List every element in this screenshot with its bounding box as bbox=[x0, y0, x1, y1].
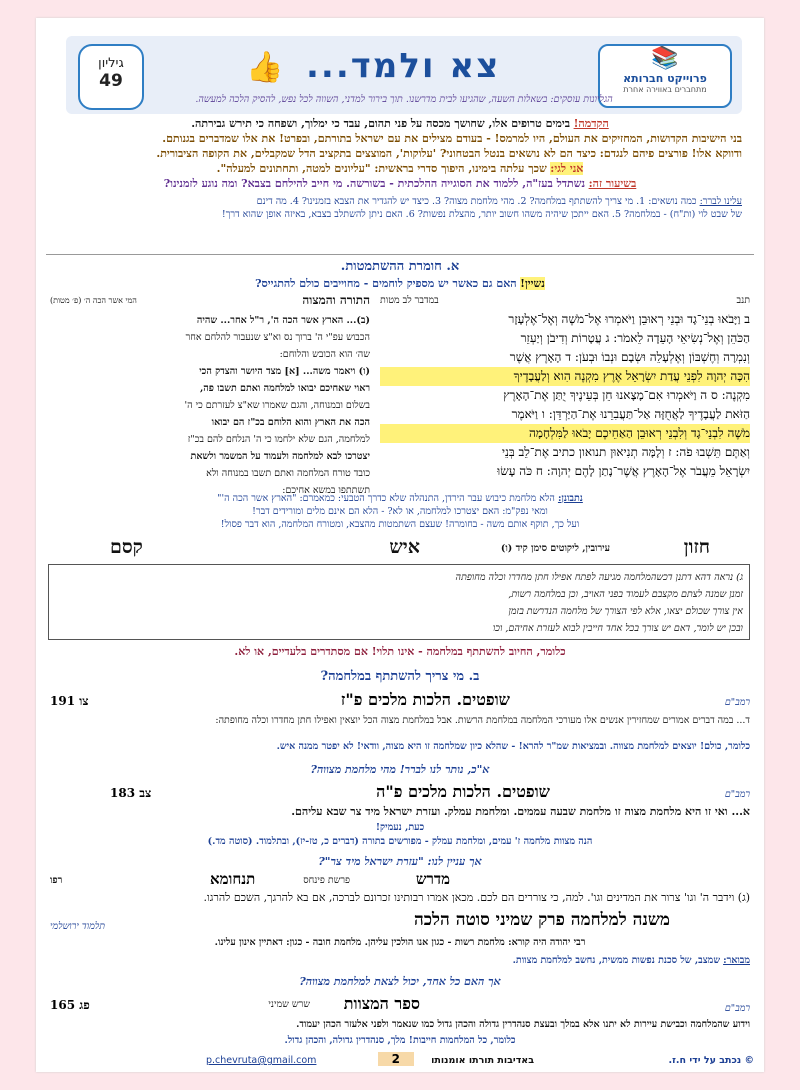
chazon-line: ובכן יש לומר, דאם יש צורך בכל אחד חייבין לבוא לעזרת אחיהם, וכו bbox=[492, 623, 743, 634]
rambam1-conclusion: כלומר, כולם! יוצאים למלחמת מצווה. ובמציאות שמ"ר להרא! - שהלא כיון שמלחמה זו היא מצוה, וודאי! לא יפטר ממנה איש. bbox=[276, 741, 750, 752]
bible-line: וְנִמְרָה וְחֶשְׁבּוֹן וְאֶלְעָלֵה וּשְׂבָם וּנְבוֹ וּבְעֹן: ד הָאָרֶץ אֲשֶׁר bbox=[509, 350, 750, 364]
sefer-conclusion: כלומר, כל המלחמות חייבות! מלך, סנהדרין גדולה, והכהן גדול. bbox=[284, 1035, 516, 1046]
chazon-title-right: חזון bbox=[683, 536, 710, 558]
bible-line: הַזֹּאת לַעֲבָדֶיךָ לַאֲחֻזָּה אַל־תַּעֲבִרֵנוּ אֶת־הַיַּרְדֵּן: ו וַיֹּאמֶר bbox=[511, 407, 750, 421]
topics-line1: כמה נושאים: 1. מי צריך להשתתף במלחמה? 2. מהי מלחמת מצוה? 3. כיצד יש להגדיר את הצבא בזמנינו? 4. מה דינם bbox=[256, 196, 697, 207]
commentary-line: למלחמה, הגם שלא ילחמו כי ה' הנלחם להם בכ"ז bbox=[187, 434, 370, 445]
footer-email[interactable]: p.chevruta@gmail.com bbox=[206, 1055, 317, 1066]
section-a-heading: א. חומרת ההשתמטות. bbox=[340, 259, 460, 274]
bible-header: תנב במדבר לב מטות bbox=[380, 295, 750, 306]
page bbox=[36, 18, 764, 1072]
chazon-source: עירובין, ליקוטים סימן קיד (ו) bbox=[500, 543, 610, 554]
issue-number: 49 bbox=[99, 71, 123, 91]
chazon-line: ג) נראה דהא דתנן דכשהמלחמה מגיעה לפתח אפילו חתן מחדרו וכלה מחופתה bbox=[455, 572, 743, 583]
bible-line: הִכָּה יְהוָה לִפְנֵי עֲדַת יִשְׂרָאֵל אֶרֶץ מִקְנֶה הִוא וְלַעֲבָדֶיךָ bbox=[380, 367, 750, 386]
note-ezrat-israel: אך עניין לנו: "עזרת ישראל מיד צר"? bbox=[318, 855, 482, 868]
lesson-text: נשתדל בעז"ה, ללמוד את הסוגייה ההלכתית - בשורשה. מי חייב להילחם בצבא? ומה נוגע לזמנינו? bbox=[163, 177, 586, 190]
commentary-line: שה׳ הוא הכובש והלוחם: bbox=[279, 349, 370, 360]
page-number: 2 bbox=[378, 1052, 414, 1066]
commentary-line: הכבוש עפ"י ה' ברוך נס וא"צ שנעבור להלחם אחר bbox=[185, 332, 370, 343]
page-title: צא ולמד... bbox=[306, 46, 501, 86]
divider bbox=[46, 254, 754, 255]
rambam2-text: א... ואי זו היא מלחמת מצוה זו מלחמת שבעה עממים. ומלחמת עמלק. ועזרת ישראל מיד צר שבא עליהם. bbox=[291, 805, 750, 818]
commentary-header: התורה והמצוה המי אשר הכה ה׳ (פ׳ מטות) bbox=[50, 293, 370, 307]
chazon-line: זמנן שמנה לצתם מקצבם לעמוד בפני האויב, וכן במלחמה רשות, bbox=[508, 589, 743, 600]
thumbs-up-icon: 👍 bbox=[246, 50, 284, 85]
rambam2-mid: כעת, נעמיק! bbox=[375, 822, 425, 833]
intro-block bbox=[58, 116, 742, 221]
commentary-line: בשלום ובמנוחה, והגם שאמרו שא"צ לעזרתם כי ה' bbox=[184, 400, 370, 411]
footer bbox=[46, 1052, 754, 1070]
chazon-title-mid: איש bbox=[389, 536, 420, 558]
section-a-question: נשיין! האם גם כאשר יש מספיק לוחמים - מחוייבים כולם להתגייס? bbox=[255, 277, 545, 290]
note-what-is-mitzva-war: א"כ, נותר לנו לברר! מהי מלחמת מצווה? bbox=[310, 763, 490, 776]
commentary-line: ראוי שאחיכם יבואו למלחמה ואתם תשבו פה, bbox=[199, 383, 370, 394]
topics-label: עלינו לברר: bbox=[699, 196, 742, 207]
bible-line: וְאַתֶּם תֵּשְׁבוּ פֹה: ז וְלָמָּה תְנִיאוּן תנואון כתיב אֶת־לֵב בְּנֵי bbox=[501, 445, 750, 459]
intro-line1: בימים טרופים אלו, שחושך מכסה על פני תהום, עבד כי ימלוך, ושפחה כי תירש גבירתה. bbox=[191, 117, 571, 130]
intro-line2: בני הישיבות הקדושות, המחזיקים את העולם, היו למרמס! - בעודם מצילים את עם ישראל בתורתם, ובפרט! את אלו שמדברים בגנותם. bbox=[162, 132, 742, 145]
commentary-line: כובד טורח המלחמה ואתם תשבו במנוחה ולא bbox=[206, 468, 370, 479]
commentary-text bbox=[50, 312, 370, 499]
rambam2-title-row: רמב"ם שופטים. הלכות מלכים פ"ה צב 183 bbox=[110, 782, 750, 801]
rambam1-text: ד... במה דברים אמורים שמחזירין אנשים אלו מעורכי המלחמה במלחמת הרשות. אבל במלחמת מצוה הכל יוצאין ואפילו חתן מחדרו וכלה מחופתה: bbox=[215, 715, 750, 726]
commentary-line: תשתתפו במשא אחיכם: bbox=[282, 485, 370, 496]
sefer-title-row: רמב"ם ספר המצוות שרש שמיני פג 165 bbox=[50, 994, 750, 1014]
note-who-can-go: אך האם כל אחד, יכול לצאת למלחמת מצווה? bbox=[299, 975, 501, 988]
bible-line: יִשְׂרָאֵל מֵעֲבֹר אֶל־הָאָרֶץ אֲשֶׁר־נָתַן לָהֶם יְהוָה: ח כֹּה עָשׂוּ bbox=[497, 464, 750, 478]
bible-line: מִקְנֶה: ס ה וַיֹּאמְרוּ אִם־מָצָאנוּ חֵן בְּעֵינֶיךָ יֻתַּן אֶת־הָאָרֶץ bbox=[503, 388, 750, 402]
chazon-line: אין צורך שכולם יצאו, אלא לפי הצורך של מלחמה הנדרשת בזמן bbox=[508, 606, 743, 617]
issue-label: גיליון bbox=[98, 56, 124, 71]
header-subtitle: הגליונות עוסקים: בשאלות השעה, שהגיעו לבית מדרשנו. תוך בירור למדני, השווה לכל נפש, להסיק הלכה למעשה. bbox=[195, 94, 613, 105]
intro-line4-label: אני לגי: bbox=[550, 162, 584, 175]
section-a-notes: נתבונן: הלא מלחמת כיבוש עבר הירדן, התנהלה שלא כדרך הטבעי: כמאמרם: "הארץ אשר הכה ה'" ומאי נפק"מ: האם יצטרכו למלחמה, או לא? - הלא הם אינם מלים ומורידים דבר! ועל כך, תוקף אותם משה - בחומרה! שעצם השתמטות מהצבא, ומטורח המלחמה, הוא דבר פסול! bbox=[217, 493, 583, 530]
bible-line: מֹשֶׁה לִבְנֵי־גָד וְלִבְנֵי רְאוּבֵן הַאַחֵיכֶם יָבֹאוּ לַמִּלְחָמָה bbox=[380, 424, 750, 443]
chazon-title-left: קסם bbox=[110, 536, 143, 558]
commentary-line: (ו) ויאמר משה... [א] מצד היושר והצדק הכי bbox=[199, 366, 370, 377]
bible-text bbox=[380, 310, 750, 481]
yerushalmi-title-row: תלמוד ירושלמי משנה למלחמה פרק שמיני סוטה הלכה bbox=[50, 910, 670, 932]
footer-credit: © נכתב על ידי ח.ז. bbox=[668, 1055, 754, 1066]
topics-line2: של שבט לוי (ות"ח) - במלחמה? 5. האם ייתכן שיהיה משהו חשוב יותר, מהצלת נפשות? 6. האם ניתן להשתלב בצבא, באיזה אופן שהוא דרך! bbox=[221, 209, 742, 220]
rambam1-title-row: רמב"ם שופטים. הלכות מלכים פ"ז צו 191 bbox=[50, 690, 750, 709]
chazon-box bbox=[48, 564, 750, 640]
bible-line: ב וַיָּבֹאוּ בְנֵי־גָד וּבְנֵי רְאוּבֵן וַיֹּאמְרוּ אֶל־מֹשֶׁה וְאֶל־אֶלְעָזָר bbox=[508, 312, 750, 326]
commentary-line: (ב)... הארץ אשר הכה ה', ר"ל אחר... שהיה bbox=[196, 315, 370, 326]
logo-subtitle: מתחברים באווירה אחרת bbox=[623, 85, 707, 94]
lesson-label: בשיעור זה: bbox=[588, 177, 637, 190]
explained-row: מבואר: שמצב, של סכנת נפשות ממשית, נחשב למלחמת מצוות. bbox=[512, 955, 750, 966]
intro-label: הקדמה! bbox=[573, 117, 609, 130]
intro-line4: שכך עלתה בימינו, היפוך סדרי בראשית: "עליונים למטה, ותחתונים למעלה". bbox=[216, 162, 547, 175]
rambam2-conclusion: הנה מצוות מלחמה ז' עמים, ומלחמת עמלק - מפורשים בתורה (דברים כ, טז-יז), ובתלמוד. (סוטה מד.) bbox=[207, 836, 593, 847]
section-b-heading: ב. מי צריך להשתתף במלחמה? bbox=[320, 669, 480, 684]
chazon-conclusion: כלומר, החיוב להשתתף במלחמה - אינו תלוי! אם מסתדרים בלעדיים, או לא. bbox=[234, 645, 566, 658]
commentary-line: הכה את הארץ והוא הלוחם בכ"ז הם יבואו bbox=[211, 417, 370, 428]
midrash-text: (ג) וידבר ה' וגו' צרור את המדינים וגו'. למה, כי צוררים הם לכם. מכאן אמרו רבותינו זכרונם לברכה, אם בא להרגך, השכם להרגו. bbox=[203, 891, 750, 904]
sefer-text: וידוע שהמלחמה וכבישת עיירות לא יתנו אלא במלך ובעצת סנהדרין גדולה והכהן גדול כמו שנאמר ולפני אלעזר הכהן יעמוד. bbox=[296, 1019, 750, 1030]
yerushalmi-text: רבי יהודה היה קורא: מלחמת רשות - כגון אנו הולכין עליהן. מלחמת חובה - כגון: דאתיין אינון עלינו. bbox=[214, 937, 586, 948]
commentary-line: יצטרכו לבא למלחמה ולעמוד על המשמר ולשאת bbox=[190, 451, 370, 462]
intro-line3: ודווקא אלו! פורצים פיהם לנגדם: כיצד הם לא נושאים בנטל הבטחוני? 'עלוקות', המוצצים בתקציב הדל שמקבלים, את הקופה הציבורית. bbox=[156, 147, 742, 160]
footer-courtesy: באדיבות תורתו אומנותו bbox=[431, 1055, 534, 1066]
midrash-title-row: מדרש פרשת פינחס תנחומא רפו bbox=[50, 870, 450, 888]
books-people-icon: 📚 bbox=[651, 46, 679, 71]
bible-line: הַכֹּהֵן וְאֶל־נְשִׂיאֵי הָעֵדָה לֵאמֹר: ג עֲטָרוֹת וְדִיבֹן וְיַעְזֵר bbox=[520, 331, 750, 345]
logo-name: פרוייקט חברותא bbox=[623, 72, 707, 85]
